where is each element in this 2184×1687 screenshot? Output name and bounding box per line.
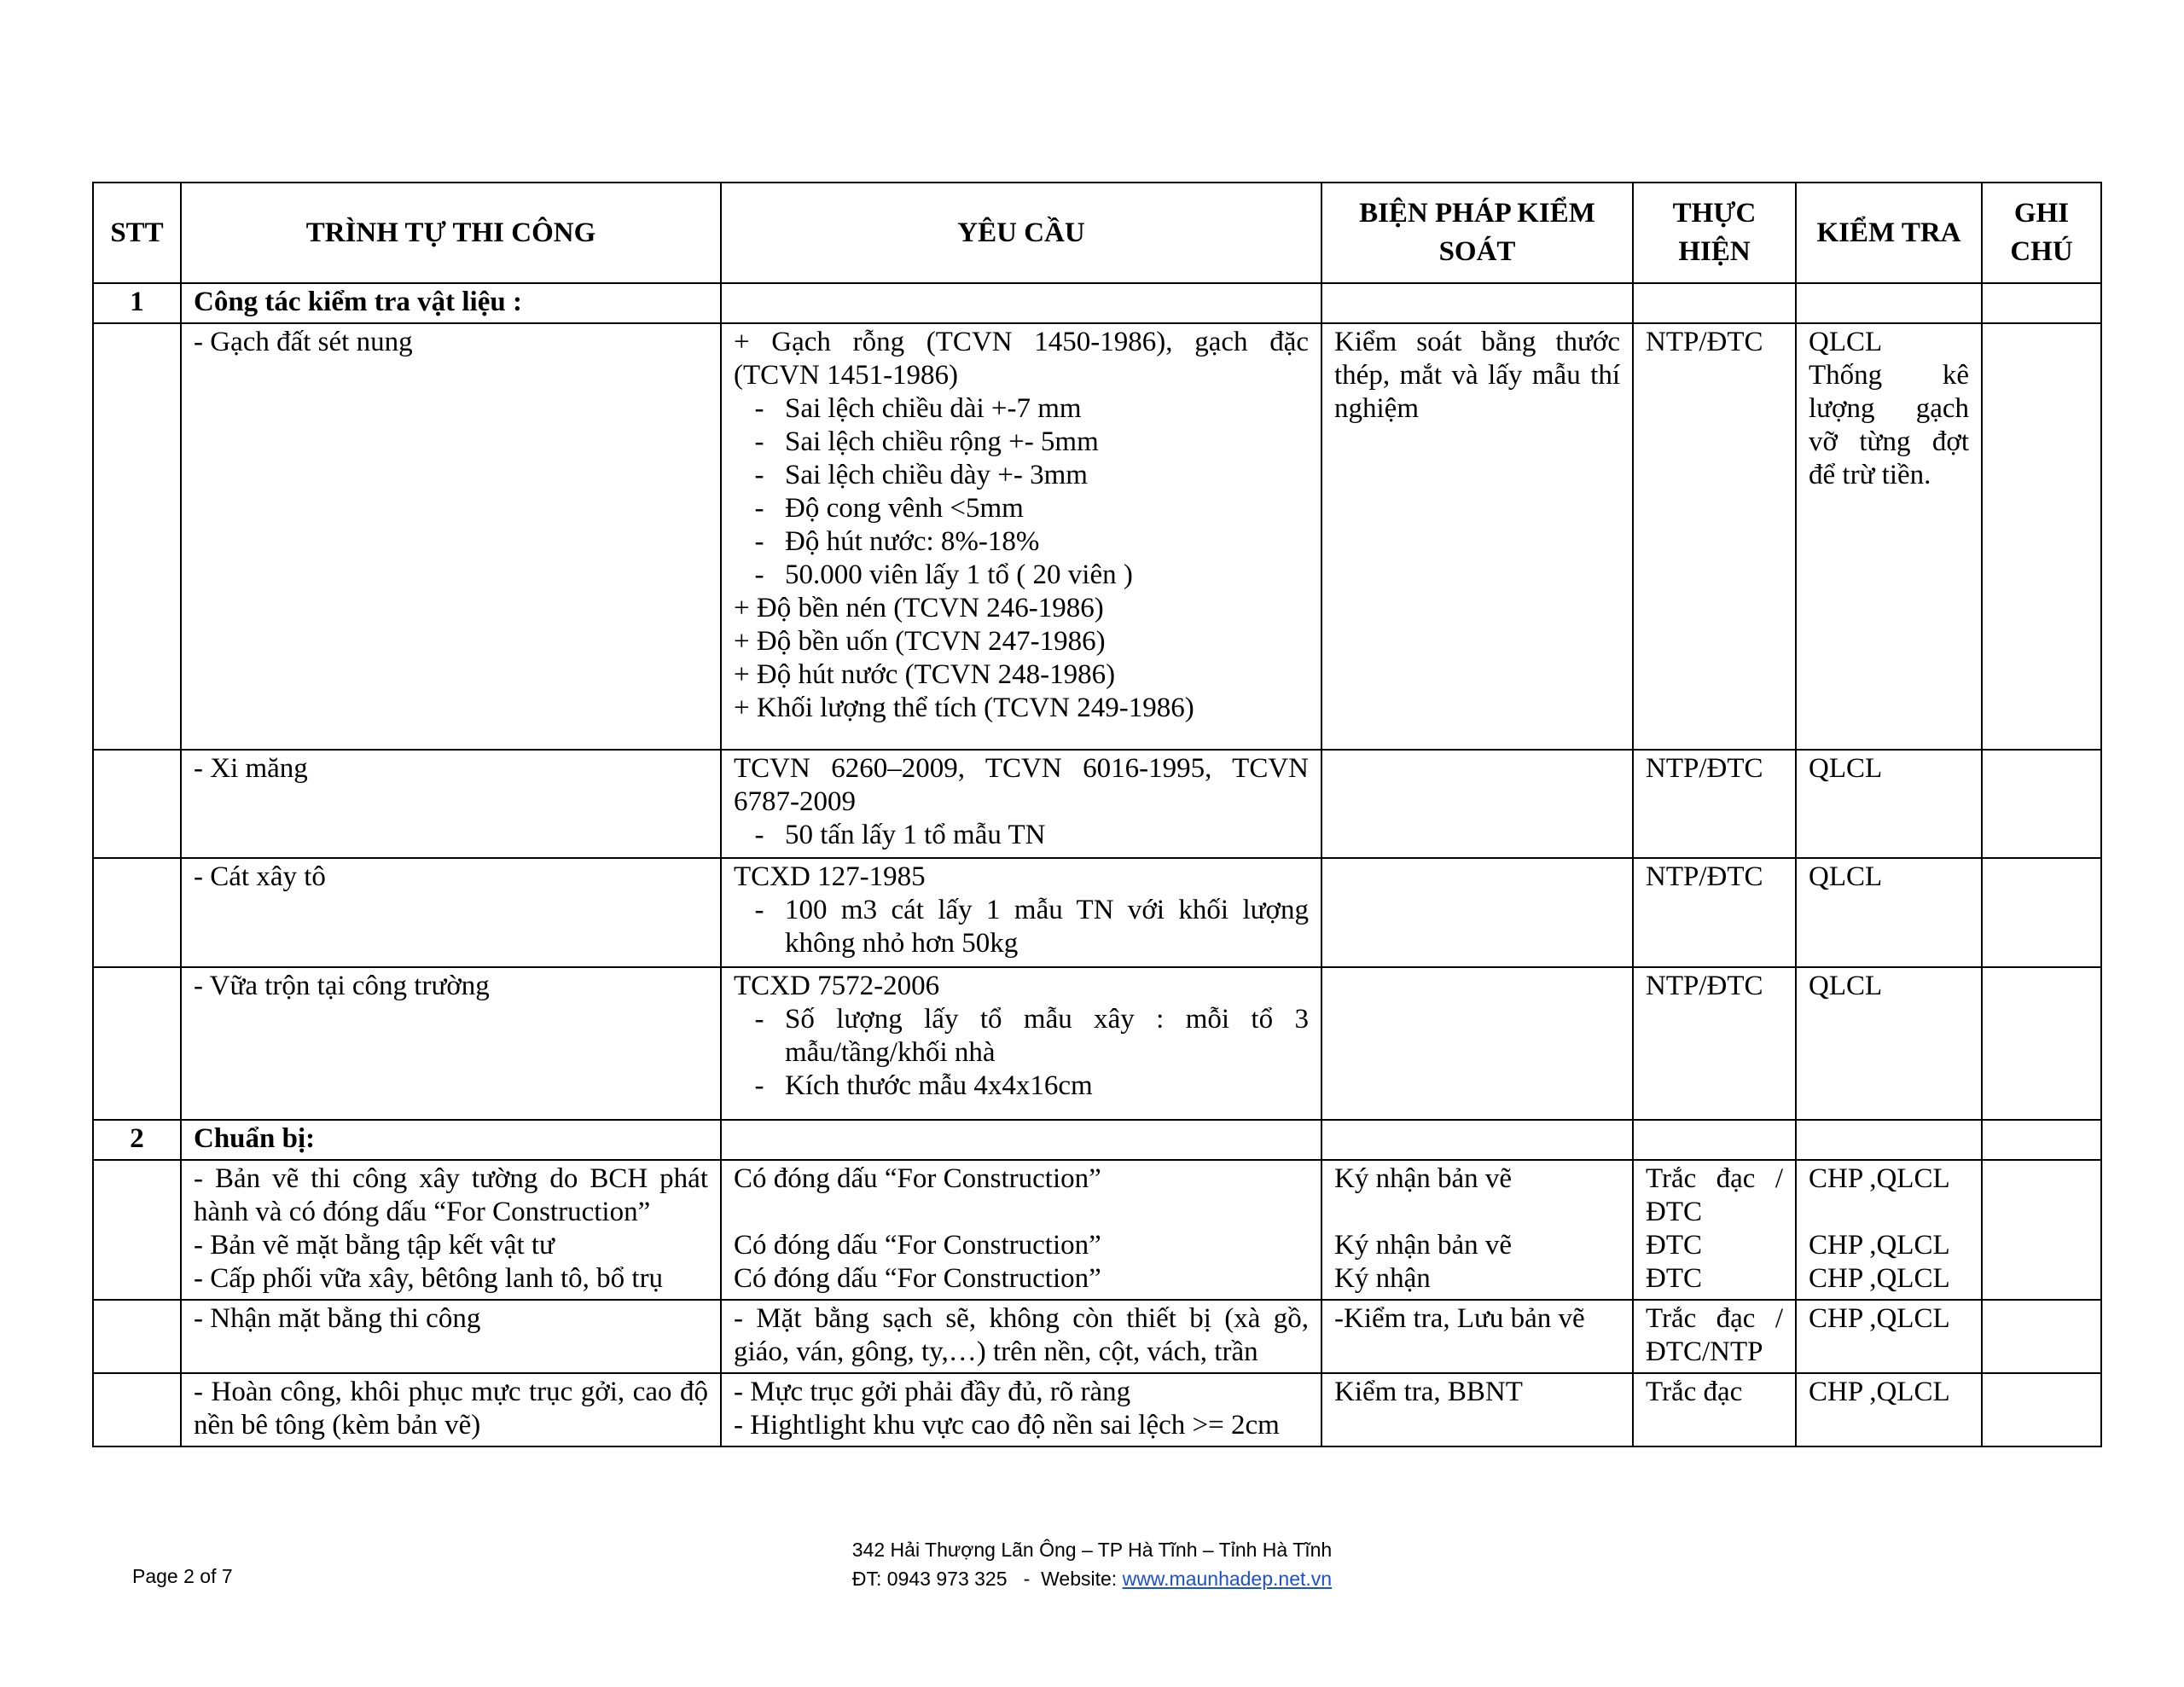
- check-cell: [1796, 323, 1982, 750]
- requirement-line: - Hightlight khu vực cao độ nền sai lệch >= 2cm: [734, 1410, 1280, 1441]
- check-cell: CHP ,QLCL: [1796, 1300, 1982, 1373]
- requirement-item: - Sai lệch chiều dày +- 3mm: [754, 460, 1088, 490]
- task-cell: - Nhận mặt bằng thi công: [181, 1300, 721, 1373]
- task-cell: - Vữa trộn tại công trường: [181, 967, 721, 1120]
- table-header-row: [93, 183, 2101, 283]
- section-title: Công tác kiểm tra vật liệu :: [181, 283, 721, 323]
- section-row-1: [93, 283, 2101, 323]
- requirement-cell: - Mặt bằng sạch sẽ, không còn thiết bị (xà gồ, giáo, ván, gông, ty,…) trên nền, cột, vách, trần: [721, 1300, 1321, 1373]
- header-bien-phap: [1321, 183, 1633, 283]
- table-row-vua: [93, 967, 2101, 1120]
- task-cell: - Hoàn công, khôi phục mực trục gởi, cao độ nền bê tông (kèm bản vẽ): [181, 1373, 721, 1446]
- table-row-matbang: [93, 1300, 2101, 1373]
- control-cell: -Kiểm tra, Lưu bản vẽ: [1321, 1300, 1633, 1373]
- check-line: CHP ,QLCL: [1809, 1163, 1950, 1194]
- table-row-banve: [93, 1160, 2101, 1300]
- check-cell: [1796, 1160, 1982, 1300]
- check-line: CHP ,QLCL: [1809, 1230, 1950, 1261]
- check-cell: CHP ,QLCL: [1796, 1373, 1982, 1446]
- requirement-line: Có đóng dấu “For Construction”: [734, 1230, 1101, 1261]
- exec-cell: Trắc đạc: [1633, 1373, 1796, 1446]
- footer-address: 342 Hải Thượng Lãn Ông – TP Hà Tĩnh – Tỉnh Hà Tĩnh: [851, 1539, 1333, 1561]
- page-footer: [0, 1535, 2184, 1593]
- control-cell: [1321, 1160, 1633, 1300]
- header-bien-phap-line1: BIỆN PHÁP KIỂM: [1359, 198, 1595, 229]
- section-number: 1: [93, 283, 181, 323]
- header-thuc-hien-line2: HIỆN: [1678, 236, 1751, 267]
- construction-checklist-table: [92, 182, 2102, 1447]
- control-line: Ký nhận: [1334, 1263, 1431, 1294]
- header-yeu-cau: YÊU CẦU: [721, 183, 1321, 283]
- requirement-plus: + Độ bền uốn (TCVN 247-1986): [734, 626, 1106, 657]
- header-trinh-tu: TRÌNH TỰ THI CÔNG: [181, 183, 721, 283]
- exec-cell: [1633, 1160, 1796, 1300]
- table-row-ximang: [93, 750, 2101, 858]
- page-number: Page 2 of 7: [132, 1565, 233, 1587]
- header-ghi-chu: [1982, 183, 2101, 283]
- requirement-item: - 50.000 viên lấy 1 tổ ( 20 viên ): [754, 559, 1133, 590]
- requirement-item: - Kích thước mẫu 4x4x16cm: [754, 1070, 1093, 1101]
- exec-cell: NTP/ĐTC: [1633, 323, 1796, 750]
- exec-cell: NTP/ĐTC: [1633, 750, 1796, 858]
- exec-cell: NTP/ĐTC: [1633, 967, 1796, 1120]
- requirement-cell: [721, 858, 1321, 967]
- requirement-item: - Sai lệch chiều dài +-7 mm: [754, 393, 1082, 424]
- requirement-cell: [721, 323, 1321, 750]
- requirement-cell: [721, 967, 1321, 1120]
- requirement-item: - Sai lệch chiều rộng +- 5mm: [754, 426, 1099, 457]
- requirement-item: - Độ hút nước: 8%-18%: [754, 526, 1040, 557]
- control-cell: Kiểm soát bằng thước thép, mắt và lấy mẫu thí nghiệm: [1321, 323, 1633, 750]
- task-line: - Bản vẽ thi công xây tường do BCH phát hành và có đóng dấu “For Construction”: [194, 1163, 708, 1227]
- table-row-gach: [93, 323, 2101, 750]
- requirement-item: - Số lượng lấy tổ mẫu xây : mỗi tổ 3 mẫu/tầng/khối nhà: [754, 1004, 1309, 1068]
- task-line: - Cấp phối vữa xây, bêtông lanh tô, bổ trụ: [194, 1263, 664, 1294]
- task-cell: - Cát xây tô: [181, 858, 721, 967]
- check-value: QLCL: [1809, 327, 1883, 357]
- requirement-plus: + Độ bền nén (TCVN 246-1986): [734, 593, 1104, 623]
- task-cell: - Gạch đất sét nung: [181, 323, 721, 750]
- requirement-item: - 50 tấn lấy 1 tổ mẫu TN: [754, 820, 1046, 850]
- section-row-2: [93, 1120, 2101, 1160]
- requirement-plus: + Khối lượng thể tích (TCVN 249-1986): [734, 693, 1194, 723]
- requirement-line: Có đóng dấu “For Construction”: [734, 1163, 1101, 1194]
- requirement-cell: [721, 1160, 1321, 1300]
- requirement-item: - Độ cong vênh <5mm: [754, 493, 1024, 524]
- check-cell: QLCL: [1796, 858, 1982, 967]
- requirement-intro: TCVN 6260–2009, TCVN 6016-1995, TCVN 6787-2009: [734, 753, 1309, 817]
- exec-line: ĐTC: [1646, 1230, 1702, 1261]
- section-title: Chuẩn bị:: [181, 1120, 721, 1160]
- task-cell: [181, 1160, 721, 1300]
- control-line: Ký nhận bản vẽ: [1334, 1230, 1513, 1261]
- task-cell: - Xi măng: [181, 750, 721, 858]
- header-thuc-hien-line1: THỰC: [1672, 198, 1757, 229]
- section-number: 2: [93, 1120, 181, 1160]
- header-ghi-chu-line2: CHÚ: [2010, 236, 2073, 267]
- exec-line: Trắc đạc / ĐTC: [1646, 1163, 1783, 1227]
- check-cell: QLCL: [1796, 967, 1982, 1120]
- requirement-intro: TCXD 127-1985: [734, 861, 926, 892]
- exec-cell: NTP/ĐTC: [1633, 858, 1796, 967]
- header-bien-phap-line2: SOÁT: [1438, 236, 1516, 267]
- website-link[interactable]: www.maunhadep.net.vn: [1122, 1568, 1333, 1590]
- task-line: - Bản vẽ mặt bằng tập kết vật tư: [194, 1230, 555, 1261]
- requirement-cell: [721, 750, 1321, 858]
- table-row-hoancong: [93, 1373, 2101, 1446]
- exec-cell: Trắc đạc / ĐTC/NTP: [1633, 1300, 1796, 1373]
- header-kiem-tra: KIỂM TRA: [1796, 183, 1982, 283]
- header-thuc-hien: [1633, 183, 1796, 283]
- header-stt: STT: [93, 183, 181, 283]
- footer-contact-text: ĐT: 0943 973 325 - Website:: [851, 1568, 1123, 1590]
- requirement-line: Có đóng dấu “For Construction”: [734, 1263, 1101, 1294]
- check-line: CHP ,QLCL: [1809, 1263, 1950, 1294]
- check-cell: QLCL: [1796, 750, 1982, 858]
- exec-line: ĐTC: [1646, 1263, 1702, 1294]
- requirement-cell: [721, 1373, 1321, 1446]
- footer-contact: [0, 1564, 2184, 1593]
- control-line: Ký nhận bản vẽ: [1334, 1163, 1513, 1194]
- control-cell: Kiểm tra, BBNT: [1321, 1373, 1633, 1446]
- header-ghi-chu-line1: GHI: [2013, 198, 2070, 229]
- requirement-intro: TCXD 7572-2006: [734, 971, 940, 1001]
- requirement-item: - 100 m3 cát lấy 1 mẫu TN với khối lượng không nhỏ hơn 50kg: [754, 895, 1309, 959]
- requirement-plus: + Độ hút nước (TCVN 248-1986): [734, 659, 1116, 690]
- check-note: Thống kê lượng gạch vỡ từng đợt để trừ tiền.: [1809, 360, 1969, 490]
- requirement-intro: + Gạch rỗng (TCVN 1450-1986), gạch đặc (TCVN 1451-1986): [734, 327, 1309, 391]
- requirement-line: - Mực trục gởi phải đầy đủ, rõ ràng: [734, 1377, 1131, 1407]
- table-row-cat: [93, 858, 2101, 967]
